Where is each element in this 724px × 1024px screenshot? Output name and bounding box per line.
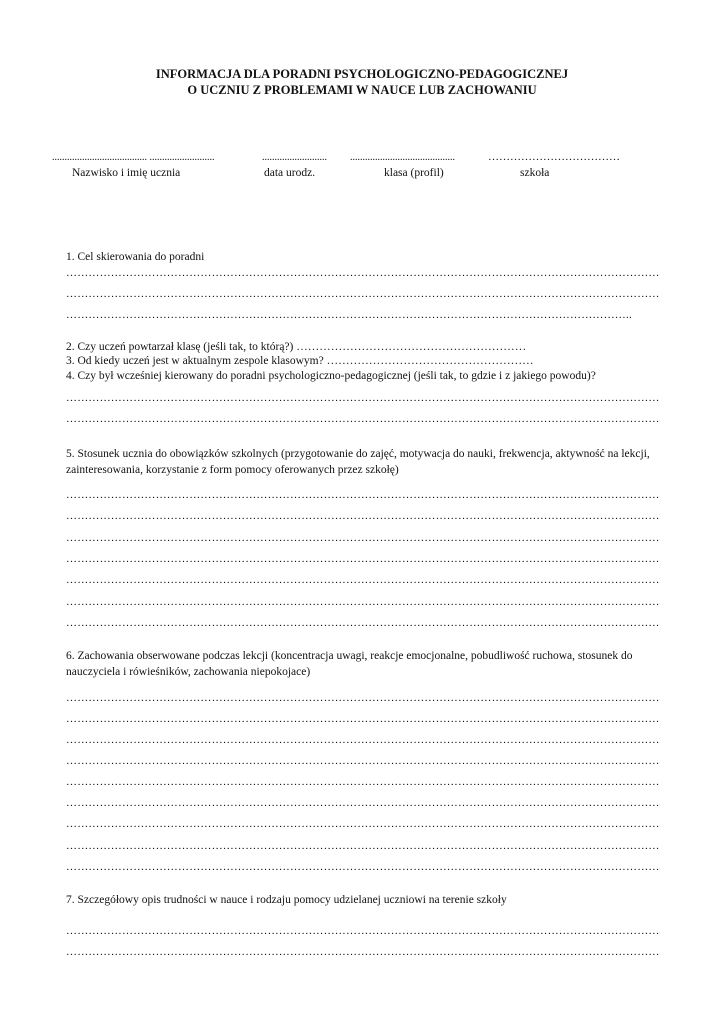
question-7-text: 7. Szczegółowy opis trudności w nauce i rodzaju pomocy udzielanej uczniowi na terenie szkoły bbox=[66, 894, 507, 906]
answer-line[interactable]: …………………………………………………………………………………………………………………………………………… bbox=[66, 532, 660, 544]
answer-line[interactable]: …………………………………………………………………………………………………………………………………………… bbox=[66, 776, 660, 788]
answer-line[interactable]: …………………………………………………………………………………………………………………………………………… bbox=[66, 510, 660, 522]
answer-line[interactable]: …………………………………………………………………………………………………………………………………………… bbox=[66, 755, 660, 767]
answer-line[interactable]: …………………………………………………………………………………………………………………………………………… bbox=[66, 413, 660, 425]
question-5-text: 5. Stosunek ucznia do obowiązków szkolnych (przygotowanie do zajęć, motywacja do nauki, frekwencja, aktywność na lekcji, zainteresowania, korzystanie z form pomocy oferowanych przez szkołę) bbox=[66, 448, 650, 476]
answer-line[interactable]: …………………………………………………………………………………………………………………………………………… bbox=[66, 596, 660, 608]
answer-line[interactable]: …………………………………………………………………………………………………………………………………………… bbox=[66, 946, 660, 958]
birth-date-fill-line[interactable]: .......................... bbox=[262, 152, 327, 163]
student-name-fill-line[interactable]: ...................................... .......................... bbox=[52, 152, 215, 163]
answer-line[interactable]: …………………………………………………………………………………………………………………………………………… bbox=[66, 925, 660, 937]
answer-line[interactable]: …………………………………………………………………………………………………………………………………………… bbox=[66, 267, 660, 279]
answer-line[interactable]: …………………………………………………………………………………………………………………………………………… bbox=[66, 392, 660, 404]
answer-line[interactable]: …………………………………………………………………………………………………………………………………………… bbox=[66, 617, 660, 629]
answer-line[interactable]: …………………………………………………………………………………………………………………………………………… bbox=[66, 489, 660, 501]
answer-line[interactable]: …………………………………………………………………………………………………………………………………………… bbox=[66, 692, 660, 704]
question-6-text: 6. Zachowania obserwowane podczas lekcji (koncentracja uwagi, reakcje emocjonalne, pobudliwość ruchowa, stosunek do nauczyciela i rówieśników, zachowania niepokojace) bbox=[66, 650, 633, 678]
class-label: klasa (profil) bbox=[384, 167, 444, 179]
answer-line[interactable]: …………………………………………………………………………………………………………………………………….. bbox=[66, 309, 632, 321]
answer-line[interactable]: …………………………………………………………………………………………………………………………………………… bbox=[66, 288, 660, 300]
answer-line[interactable]: …………………………………………………………………………………………………………………………………………… bbox=[66, 553, 660, 565]
form-title-line-2: O UCZNIU Z PROBLEMAMI W NAUCE LUB ZACHOWANIU bbox=[187, 83, 537, 97]
form-title-line-1: INFORMACJA DLA PORADNI PSYCHOLOGICZNO-PEDAGOGICZNEJ bbox=[155, 67, 569, 81]
answer-line[interactable]: …………………………………………………………………………………………………………………………………………… bbox=[66, 713, 660, 725]
school-label: szkoła bbox=[520, 167, 550, 179]
answer-line[interactable]: …………………………………………………………………………………………………………………………………………… bbox=[66, 840, 660, 852]
birth-date-label: data urodz. bbox=[264, 167, 316, 179]
question-2-text: 2. Czy uczeń powtarzał klasę (jeśli tak, to którą?) …………………………………………………… bbox=[66, 341, 527, 353]
question-3-text: 3. Od kiedy uczeń jest w aktualnym zespole klasowym? ……………………………………………… bbox=[66, 355, 534, 367]
school-fill-line[interactable]: ……………………………… bbox=[488, 151, 620, 163]
answer-line[interactable]: …………………………………………………………………………………………………………………………………………… bbox=[66, 734, 660, 746]
student-name-label: Nazwisko i imię ucznia bbox=[72, 167, 181, 179]
answer-line[interactable]: …………………………………………………………………………………………………………………………………………… bbox=[66, 818, 660, 830]
answer-line[interactable]: …………………………………………………………………………………………………………………………………………… bbox=[66, 574, 660, 586]
question-1-heading: 1. Cel skierowania do poradni bbox=[66, 251, 205, 263]
question-4-text: 4. Czy był wcześniej kierowany do poradni psychologiczno-pedagogicznej (jeśli tak, to gdzie i z jakiego powodu)? bbox=[66, 370, 596, 382]
answer-line[interactable]: …………………………………………………………………………………………………………………………………………… bbox=[66, 797, 660, 809]
answer-line[interactable]: …………………………………………………………………………………………………………………………………………… bbox=[66, 861, 660, 873]
class-fill-line[interactable]: .......................................... bbox=[350, 152, 455, 163]
